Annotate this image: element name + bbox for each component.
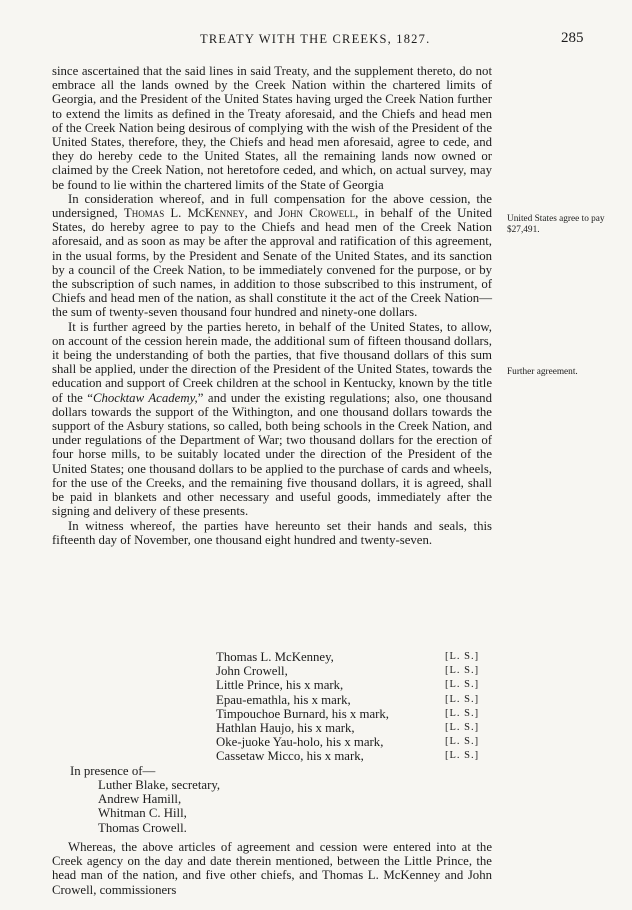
paragraph-consideration (52, 192, 492, 320)
seal-mark: [L. S.] (445, 721, 480, 733)
signatory-name: Epau-emathla, his x mark, (216, 692, 351, 707)
signature-row (216, 664, 488, 678)
signature-row (216, 678, 488, 692)
signatory-name: Cassetaw Micco, his x mark, (216, 749, 364, 764)
seal-mark: [L. S.] (445, 736, 480, 748)
treaty-body (52, 64, 492, 547)
running-title: TREATY WITH THE CREEKS, 1827. (200, 32, 431, 46)
further-text-a: It is further agreed by the parties hereto, in behalf of the United States, to allow, on account of the cession herein made, the additional sum of fifteen thousand dollars, it being the understanding of both the parties, that five thousand dollars of this sum shall be applied, under the direction of the President of the United States, towards the education and support of Creek children at the school in Kentucky, known by the title of the “ (52, 319, 492, 405)
seal-mark: [L. S.] (445, 665, 480, 677)
page-number: 285 (561, 30, 584, 46)
seal-mark: [L. S.] (445, 750, 480, 762)
signature-row (216, 749, 488, 763)
seal-mark: [L. S.] (445, 707, 480, 719)
paragraph-further-agreement (52, 320, 492, 519)
witness-name: Luther Blake, secretary, (98, 778, 221, 792)
consideration-text-c: , in behalf of the United States, do hereby agree to pay to the Chiefs and head men of the Creek Nation aforesaid, and as soon as may be after the approval and ratification of this agreement, in the usual forms, by the President and Senate of the United States, and its sanction by a council of the Creek Nation, to be immediately convened for the purpose, or by the subscription of such names, in addition to those subscribed to this instrument, of Chiefs and head men of the nation, as shall constitute it the act of the Creek Nation—the sum of twenty-seven thousand four hundred and ninety-one dollars. (52, 206, 493, 320)
seal-mark: [L. S.] (445, 679, 480, 691)
consideration-text-b: , and (244, 206, 279, 221)
margin-note-payment: United States agree to pay $27,491. (507, 214, 605, 235)
witness-name: Whitman C. Hill, (98, 806, 187, 821)
academy-name: Chocktaw Academy, (92, 390, 198, 405)
signatory-name: Thomas L. McKenney, (216, 650, 334, 664)
signatory-name: Little Prince, his x mark, (216, 678, 344, 693)
margin-note-further-agreement: Further agreement. (507, 367, 578, 377)
further-text-b: ” and under the existing regulations; also, one thousand dollars towards the support of the Withington, and one thousand dollars towards the support of the Asbury stations, so called, both being schools in the Creek Nation, and under regulations of the Department of War; two thousand dollars for the erection of four horse mills, to be suitably located under the direction of the President of the United States; one thousand dollars to be applied to the purchase of cards and wheels, for the use of the Creeks, and the remaining five thousand dollars, it is agreed, shall be paid in blankets and other necessary and useful goods, immediately after the signing and delivery of these presents. (52, 390, 492, 519)
signature-row (216, 735, 488, 749)
presence-label: In presence of— (70, 764, 156, 778)
witness-list (98, 778, 220, 835)
signature-block (216, 650, 488, 764)
page-header (0, 32, 632, 50)
paragraph-witness: In witness whereof, the parties have hereunto set their hands and seals, this fifteenth day of November, one thousand eight hundred and twenty-seven. (52, 518, 492, 547)
seal-mark: [L. S.] (445, 693, 480, 705)
signatory-name: John Crowell, (216, 664, 288, 679)
witness-name: Andrew Hamill, (98, 792, 182, 807)
signature-row (216, 650, 488, 664)
signatory-name: Timpouchoe Burnard, his x mark, (216, 706, 389, 721)
paragraph-cession: since ascertained that the said lines in said Treaty, and the supplement thereto, do not embrace all the lands owned by the Creek Nation within the chartered limits of Georgia, and the President of the United States having urged the Creek Nation further to extend the limits as defined in the Treaty aforesaid, and the Chiefs and head men of the Creek Nation being desirous of complying with the wish of the President of the United States, therefore, they, the Chiefs and head men aforesaid, agree to cede, and they do hereby cede to the United States, all the remaining lands now owned or claimed by the Creek Nation, not heretofore ceded, and which, on actual survey, may be found to lie within the chartered limits of the State of Georgia (52, 64, 492, 192)
consideration-text-a: In consideration whereof, and in full compensation for the above cession, the undersigned, (52, 191, 492, 221)
signatory-name: Hathlan Haujo, his x mark, (216, 720, 355, 735)
seal-mark: [L. S.] (445, 651, 480, 662)
signature-row (216, 707, 488, 721)
witness-name: Thomas Crowell. (98, 820, 187, 835)
commissioner-mckenney: Thomas L. McKenney (123, 206, 245, 221)
commissioner-crowell: John Crowell (278, 206, 356, 221)
signatory-name: Oke-juoke Yau-holo, his x mark, (216, 735, 384, 750)
signature-row (216, 693, 488, 707)
closing-paragraph: Whereas, the above articles of agreement and cession were entered into at the Creek agency on the day and date therein mentioned, between the Little Prince, the head man of the nation, and five other chiefs, and Thomas L. McKenney and John Crowell, commissioners (52, 840, 492, 897)
signature-row (216, 721, 488, 735)
